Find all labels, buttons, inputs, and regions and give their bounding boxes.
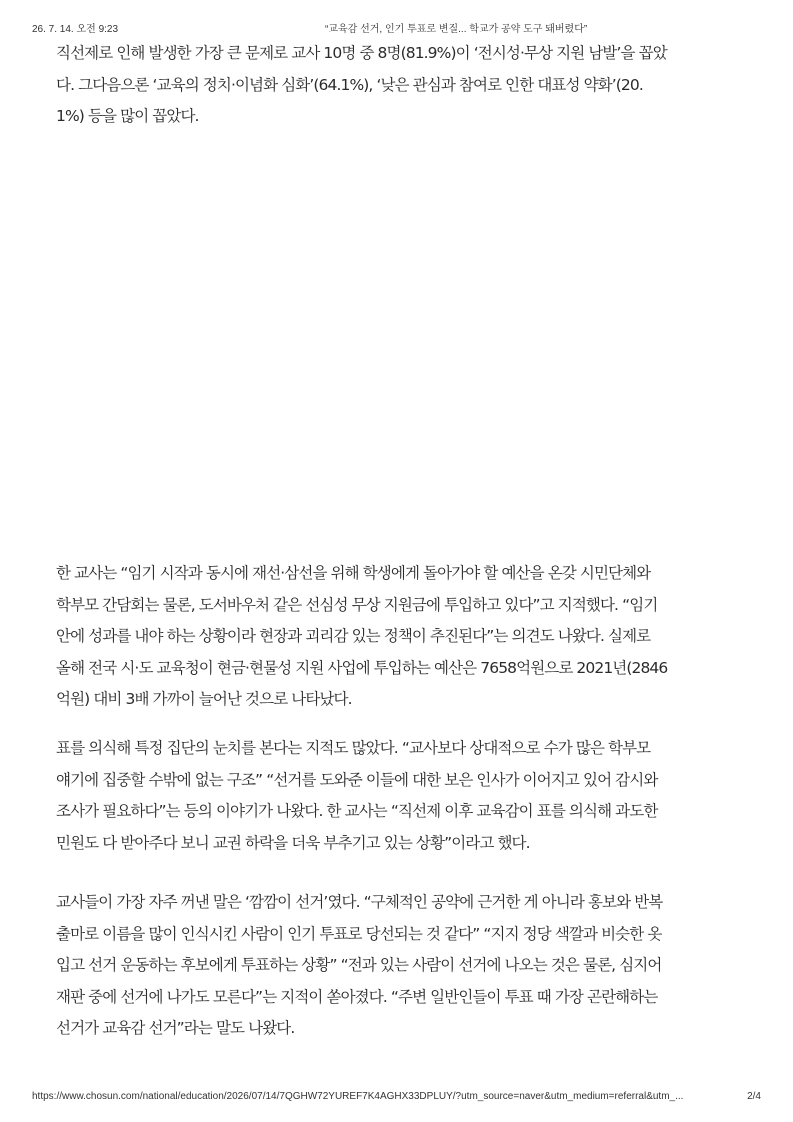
print-footer bbox=[0, 1091, 793, 1105]
document-title: “교육감 선거, 인기 투표로 변질... 학교가 공약 도구 돼버렸다” bbox=[325, 24, 588, 35]
article-paragraph-4 bbox=[56, 887, 746, 1045]
paragraph-line: 교사들이 가장 자주 꺼낸 말은 ‘깜깜이 선거’였다. “구체적인 공약에 근거한 게 아니라 홍보와 반복 bbox=[56, 893, 663, 911]
paragraph-line: 민원도 다 받아주다 보니 교권 하락을 더욱 부추기고 있는 상황”이라고 했다. bbox=[56, 833, 530, 852]
paragraph-line: 조사가 필요하다”는 등의 이야기가 나왔다. 한 교사는 “직선제 이후 교육감이 표를 의식해 과도한 bbox=[56, 802, 658, 820]
source-url[interactable]: https://www.chosun.com/national/education/2026/07/14/7QGHW72YUREF7K4AGHX33DPLUY/?utm_source=naver&utm_medium=referral&utm_... bbox=[32, 1091, 684, 1102]
article-paragraph-1 bbox=[56, 38, 746, 133]
paragraph-line: 얘기에 집중할 수밖에 없는 구조” “선거를 도와준 이들에 대한 보은 인사가 이어지고 있어 감시와 bbox=[56, 770, 658, 789]
paragraph-line: 안에 성과를 내야 하는 상황이라 현장과 괴리감 있는 정책이 추진된다”는 의견도 나왔다. 실제로 bbox=[56, 627, 651, 645]
paragraph-line: 억원) 대비 3배 가까이 늘어난 것으로 나타났다. bbox=[56, 690, 352, 708]
print-date: 26. 7. 14. 오전 9:23 bbox=[32, 24, 119, 35]
paragraph-line: 1%) 등을 많이 꼽았다. bbox=[56, 107, 199, 125]
paragraph-line: 다. 그다음으론 ‘교육의 정치·이념화 심화’(64.1%), ‘낮은 관심과 참여로 인한 대표성 약화’(20. bbox=[56, 75, 643, 94]
print-header bbox=[0, 20, 793, 34]
paragraph-line: 선거가 교육감 선거”라는 말도 나왔다. bbox=[56, 1019, 295, 1037]
paragraph-line: 표를 의식해 특정 집단의 눈치를 본다는 지적도 많았다. “교사보다 상대적으로 수가 많은 학부모 bbox=[56, 739, 651, 757]
paragraph-line: 출마로 이름을 많이 인식시킨 사람이 인기 투표로 당선되는 것 같다” “지지 정당 색깔과 비슷한 옷 bbox=[56, 924, 662, 943]
article-paragraph-2 bbox=[56, 558, 746, 716]
paragraph-line: 재판 중에 선거에 나가도 모른다”는 지적이 쏟아졌다. “주변 일반인들이 투표 때 가장 곤란해하는 bbox=[56, 987, 658, 1006]
page-number: 2/4 bbox=[747, 1091, 761, 1102]
paragraph-line: 입고 선거 운동하는 후보에게 투표하는 상황” “전과 있는 사람이 선거에 나오는 것은 물론, 심지어 bbox=[56, 956, 662, 974]
paragraph-line: 학부모 간담회는 물론, 도서바우처 같은 선심성 무상 지원금에 투입하고 있다”고 지적했다. “임기 bbox=[56, 595, 658, 614]
paragraph-line: 직선제로 인해 발생한 가장 큰 문제로 교사 10명 중 8명(81.9%)이 ‘전시성·무상 지원 남발’을 꼽았 bbox=[56, 44, 667, 62]
paragraph-line: 올해 전국 시·도 교육청이 현금·현물성 지원 사업에 투입하는 예산은 7658억원으로 2021년(2846 bbox=[56, 658, 668, 677]
paragraph-line: 한 교사는 “임기 시작과 동시에 재선·삼선을 위해 학생에게 돌아가야 할 예산을 온갖 시민단체와 bbox=[56, 564, 651, 582]
article-media-placeholder bbox=[56, 140, 746, 540]
article-paragraph-3 bbox=[56, 733, 746, 859]
